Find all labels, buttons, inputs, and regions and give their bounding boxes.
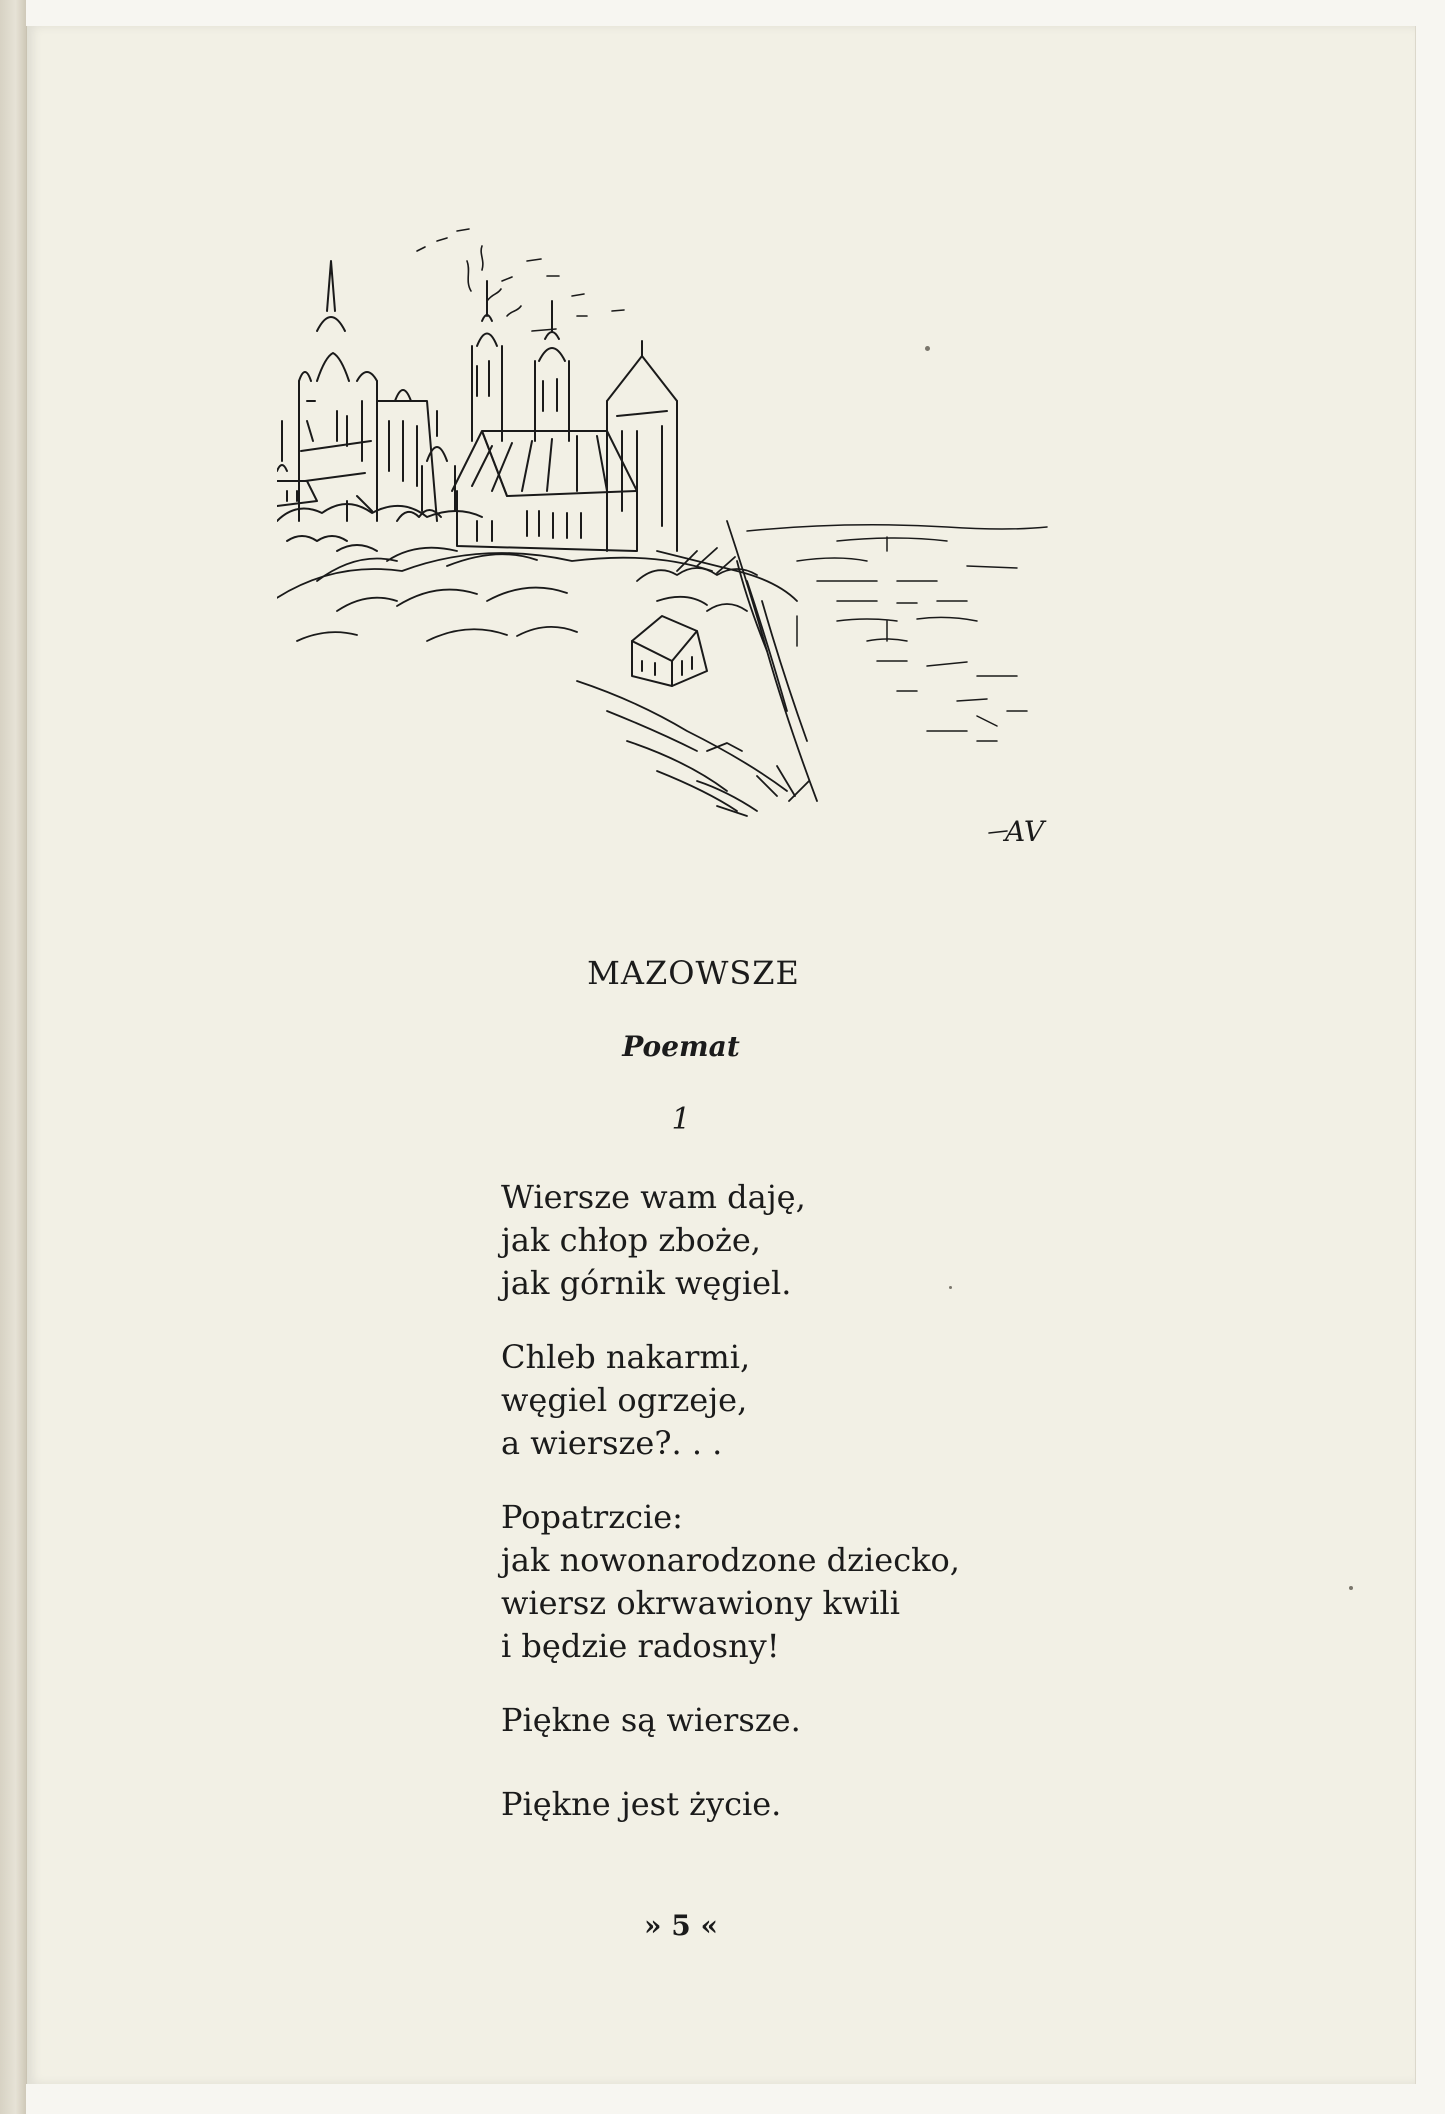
left-village — [277, 421, 482, 551]
right-tower — [607, 341, 677, 551]
slope-house — [632, 616, 707, 686]
paper-speck — [949, 1286, 952, 1289]
poem-title — [27, 954, 1360, 992]
poem-line: wiersz okrwawiony kwili — [501, 1584, 900, 1622]
poem-line: a wiersze?. . . — [501, 1424, 723, 1462]
poem-line: jak nowonarodzone dziecko, — [501, 1541, 960, 1579]
poem-line: jak chłop zboże, — [501, 1221, 761, 1259]
central-church — [422, 281, 569, 511]
stanza-4 — [501, 1699, 960, 1742]
hill-slopes — [277, 548, 797, 641]
poem-line: i będzie radosny! — [501, 1627, 780, 1665]
poem-line: Wiersze wam daję, — [501, 1178, 806, 1216]
section-number: 1 — [671, 1102, 691, 1137]
poem-line: Piękne są wiersze. — [501, 1701, 801, 1739]
poem-line: węgiel ogrzeje, — [501, 1381, 748, 1419]
previous-page-edge — [0, 0, 26, 2114]
illustration-signature: AV — [1005, 815, 1045, 848]
poem-body — [501, 1176, 960, 1867]
paper-speck — [1349, 1586, 1353, 1590]
stanza-1 — [501, 1176, 960, 1305]
paper-speck — [925, 346, 930, 351]
poem-title-text: MAZOWSZE — [587, 954, 800, 992]
sky-scribbles — [417, 229, 624, 331]
poem-subtitle: Poemat — [622, 1030, 740, 1063]
poem-line: Popatrzcie: — [501, 1498, 683, 1536]
water-lines — [747, 525, 1047, 741]
page-number: » 5 « — [644, 1909, 718, 1942]
poem-line: Chleb nakarmi, — [501, 1338, 751, 1376]
book-page — [26, 26, 1416, 2084]
poem-line: jak górnik węgiel. — [501, 1264, 792, 1302]
stanza-5 — [501, 1783, 960, 1826]
stanza-2 — [501, 1336, 960, 1465]
poem-line: Piękne jest życie. — [501, 1785, 782, 1823]
town-sketch-illustration — [277, 221, 1077, 861]
left-tower — [299, 261, 437, 521]
church-nave — [452, 431, 637, 551]
stanza-3 — [501, 1496, 960, 1668]
